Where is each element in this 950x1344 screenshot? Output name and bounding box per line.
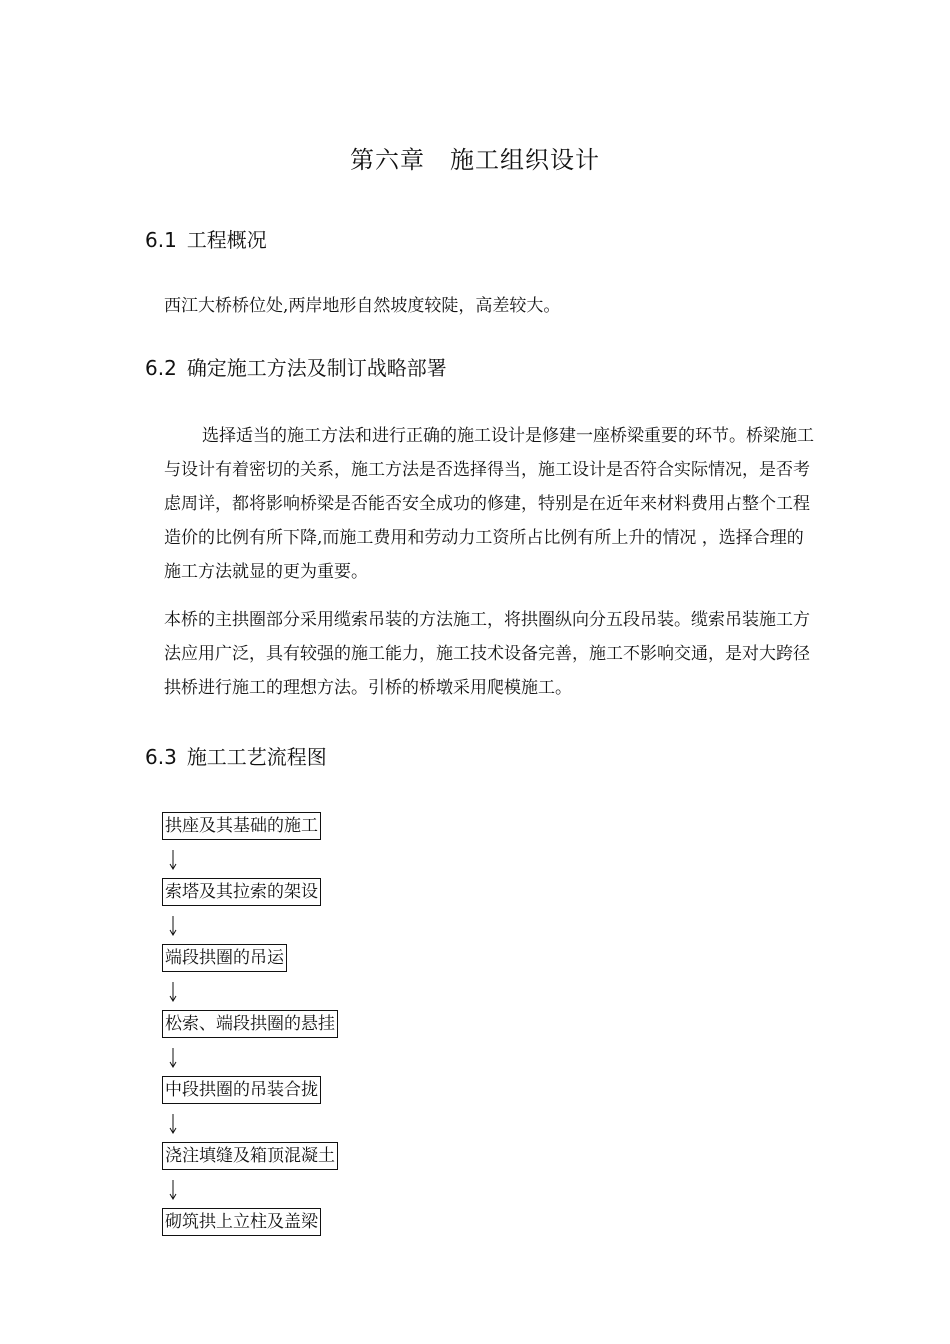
flow-step: 中段拱圈的吊装合拢 bbox=[162, 1076, 321, 1104]
flow-step: 拱座及其基础的施工 bbox=[162, 812, 321, 840]
section-heading-6-3 bbox=[145, 742, 327, 772]
flow-step: 端段拱圈的吊运 bbox=[162, 944, 287, 972]
flow-step: 索塔及其拉索的架设 bbox=[162, 878, 321, 906]
flow-step: 松索、端段拱圈的悬挂 bbox=[162, 1010, 338, 1038]
arrow-down-icon bbox=[163, 1170, 183, 1208]
flow-step: 砌筑拱上立柱及盖梁 bbox=[162, 1208, 321, 1236]
section-6-2-paragraph-1: 选择适当的施工方法和进行正确的施工设计是修建一座桥梁重要的环节。桥梁施工与设计有着密切的关系，施工方法是否选择得当，施工设计是否符合实际情况，是否考虑周详，都将影响桥梁是否能否安全成功的修建，特别是在近年来材料费用占整个工程造价的比例有所下降,而施工费用和劳动力工资所占比例有所上升的情况 ，选择合理的施工方法就显的更为重要。 bbox=[164, 426, 814, 582]
chapter-title: 第六章 施工组织设计 bbox=[350, 146, 600, 174]
section-title: 确定施工方法及制订战略部署 bbox=[186, 356, 447, 380]
section-6-1-paragraph: 西江大桥桥位处,两岸地形自然坡度较陡，高差较大。 bbox=[164, 296, 561, 316]
arrow-down-icon bbox=[163, 840, 183, 878]
arrow-down-icon bbox=[163, 906, 183, 944]
arrow-down-icon bbox=[163, 1038, 183, 1076]
section-title: 施工工艺流程图 bbox=[186, 745, 327, 769]
section-title: 工程概况 bbox=[186, 228, 267, 252]
section-heading-6-2 bbox=[145, 353, 447, 383]
flow-step: 浇注填缝及箱顶混凝土 bbox=[162, 1142, 338, 1170]
section-number: 6.3 bbox=[145, 745, 177, 769]
arrow-down-icon bbox=[163, 972, 183, 1010]
section-heading-6-1 bbox=[145, 225, 267, 255]
section-number: 6.2 bbox=[145, 356, 177, 380]
section-number: 6.1 bbox=[145, 228, 177, 252]
section-6-2-paragraph-2: 本桥的主拱圈部分采用缆索吊装的方法施工，将拱圈纵向分五段吊装。缆索吊装施工方法应用广泛，具有较强的施工能力，施工技术设备完善，施工不影响交通，是对大跨径拱桥进行施工的理想方法。引桥的桥墩采用爬模施工。 bbox=[164, 610, 810, 698]
process-flowchart bbox=[162, 812, 562, 1236]
arrow-down-icon bbox=[163, 1104, 183, 1142]
